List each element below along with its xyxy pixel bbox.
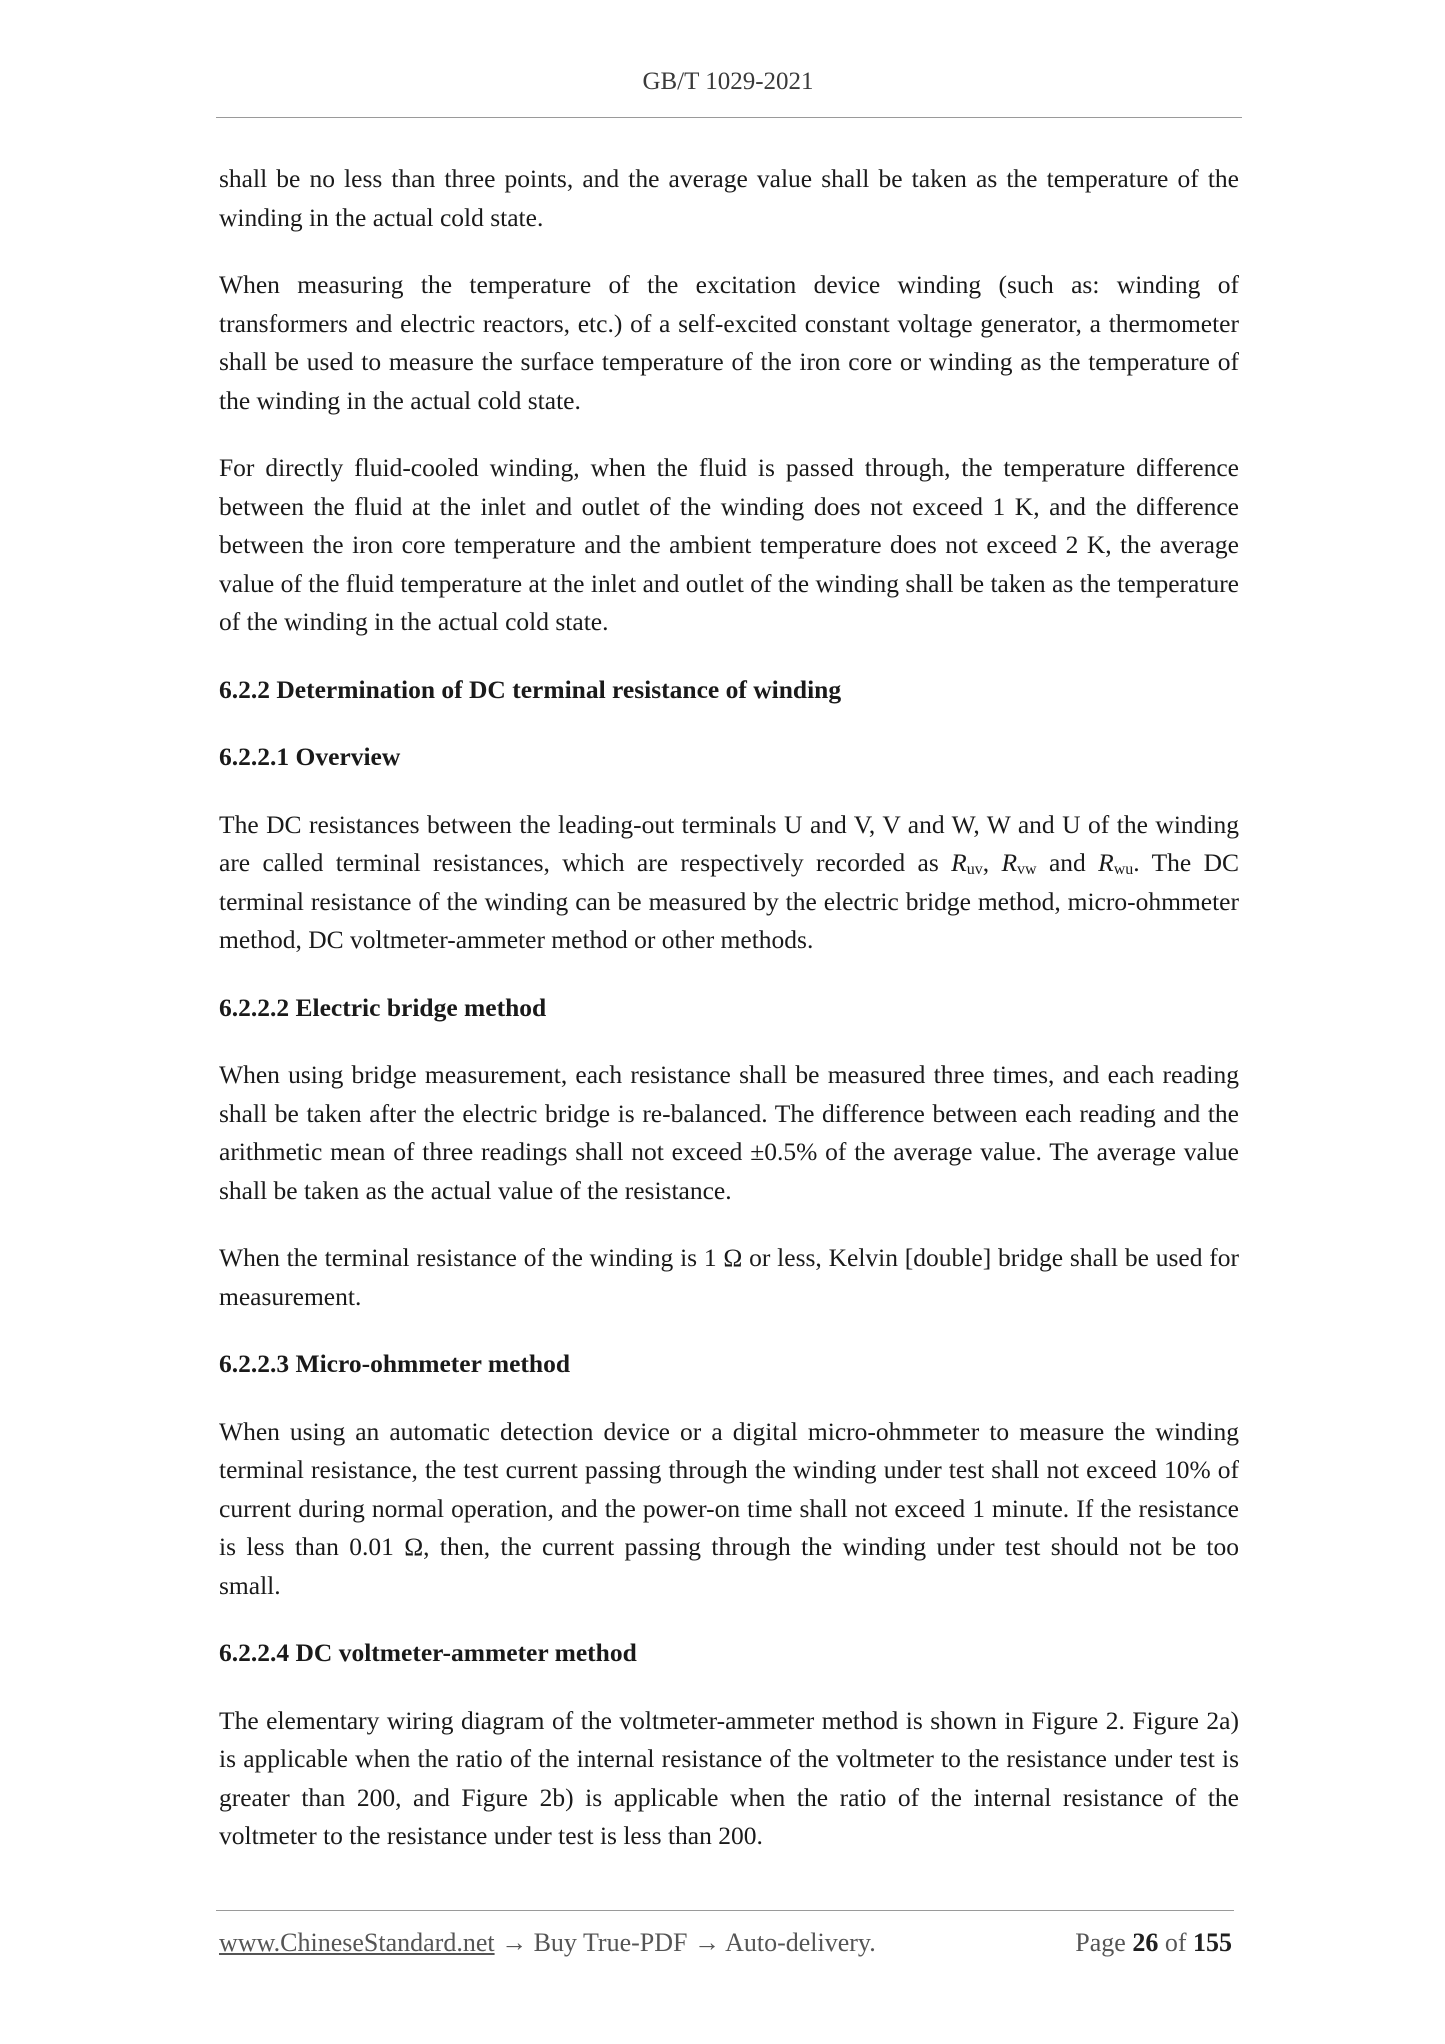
paragraph-bridge-measurement: When using bridge measurement, each resistance shall be measured three times, and each reading shall be taken after the electric bridge is re-balanced. The difference between each reading and the arithmetic mean of three readings shall not exceed ±0.5% of the average value. The average value shall be taken as the actual value of the resistance.: [219, 1060, 1239, 1205]
website-link[interactable]: www.ChineseStandard.net: [219, 1928, 495, 1957]
paragraph-kelvin-bridge: When the terminal resistance of the winding is 1 Ω or less, Kelvin [double] bridge shall be used for measurement.: [219, 1243, 1239, 1311]
subscript-vw: vw: [1017, 861, 1037, 878]
overview-text-start: The DC resistances between the leading-out terminals U and V, V and W, W and U of the winding are called terminal resistances, which are respectively recorded as: [219, 809, 1239, 877]
paragraph-overview: The DC resistances between the leading-out terminals U and V, V and W, W and U of the winding are called terminal resistances, which are respectively recorded as $R_{uv}$, $R_{vw}$ and $R_{wu}$. The DC terminal resistance of the winding can be measured by the electric bridge method, micro-ohmmeter method, DC voltmeter-ammeter method or other methods.: [219, 809, 1240, 954]
footer-promo: [219, 1928, 876, 1958]
subscript-wu: wu: [1113, 861, 1134, 878]
section-heading-6-2-2: 6.2.2 Determination of DC terminal resistance of winding: [219, 674, 842, 704]
paragraph-micro-ohmmeter: When using an automatic detection device or a digital micro-ohmmeter to measure the winding terminal resistance, the test current passing through the winding under test shall not exceed 10% of current during normal operation, and the power-on time shall not exceed 1 minute. If the resistance is less than 0.01 Ω, then, the current passing through the winding under test should not be too small.: [219, 1416, 1239, 1600]
symbol-r-wu: R: [1098, 848, 1114, 877]
paragraph-excitation-winding: When measuring the temperature of the excitation device winding (such as: winding of transformers and electric reactors, etc.) of a self-excited constant voltage generator, a thermometer shall be used to measure the surface temperature of the iron core or winding as the temperature of the winding in the actual cold state.: [219, 270, 1239, 415]
arrow-icon: →: [494, 1928, 534, 1957]
current-page: 26: [1132, 1928, 1159, 1957]
paragraph-fluid-cooled: For directly fluid-cooled winding, when the fluid is passed through, the temperature difference between the fluid at the inlet and outlet of the winding does not exceed 1 K, and the difference between the iron core temperature and the ambient temperature does not exceed 2 K, the average value of the fluid temperature at the inlet and outlet of the winding shall be taken as the temperature of the winding in the actual cold state.: [219, 453, 1239, 636]
footer-divider: [216, 1910, 1234, 1911]
document-header: [216, 68, 1240, 96]
header-divider: [216, 117, 1242, 118]
arrow-icon: →: [687, 1928, 726, 1957]
paragraph-cold-state-points: shall be no less than three points, and the average value shall be taken as the temperature of the winding in the actual cold state.: [219, 164, 1239, 232]
overview-text-end: . The DC terminal resistance of the winding can be measured by the electric bridge method, micro-ohmmeter method, DC voltmeter-ammeter method or other methods.: [219, 848, 1240, 954]
symbol-r-vw: R: [1001, 848, 1018, 877]
buy-text: Buy True-PDF: [533, 1928, 688, 1957]
section-heading-6-2-2-3: 6.2.2.3 Micro-ohmmeter method: [219, 1349, 571, 1378]
section-heading-6-2-2-1: 6.2.2.1 Overview: [219, 742, 401, 771]
section-heading-6-2-2-4: 6.2.2.4 DC voltmeter-ammeter method: [219, 1638, 637, 1667]
paragraph-voltmeter-ammeter: The elementary wiring diagram of the voltmeter-ammeter method is shown in Figure 2. Figure 2a) is applicable when the ratio of the internal resistance of the voltmeter to the resistance under test is greater than 200, and Figure 2b) is applicable when the ratio of the internal resistance of the voltmeter to the resistance under test is less than 200.: [219, 1705, 1239, 1850]
page-footer: [219, 1928, 1232, 1968]
symbol-r-uv: R: [951, 848, 967, 877]
page-body: [219, 160, 1239, 1885]
subscript-uv: uv: [966, 861, 983, 878]
page-number: Page 26 of 155: [1075, 1928, 1232, 1957]
delivery-text: Auto-delivery.: [725, 1928, 876, 1957]
section-heading-6-2-2-2: 6.2.2.2 Electric bridge method: [219, 992, 547, 1022]
document-id: GB/T 1029-2021: [642, 68, 814, 95]
total-pages: 155: [1193, 1928, 1232, 1957]
